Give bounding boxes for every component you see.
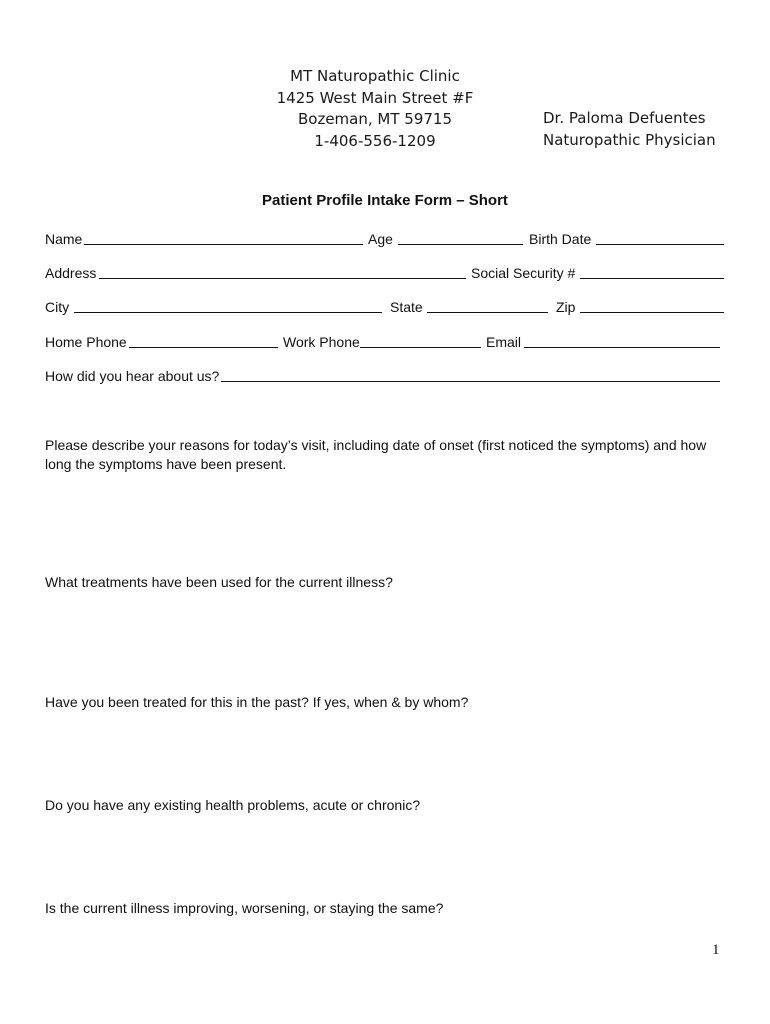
referral-label: How did you hear about us? [45,368,220,384]
birth-date-label: Birth Date [529,231,592,247]
doctor-block [543,108,716,151]
zip-field[interactable] [580,312,724,313]
row-city-state-zip [45,298,725,316]
ssn-field[interactable] [580,278,724,279]
question-progress: Is the current illness improving, worsening, or staying the same? [45,900,444,916]
age-field[interactable] [398,244,523,245]
doctor-name: Dr. Paloma Defuentes [543,109,706,127]
work-phone-label: Work Phone [283,334,360,350]
email-label: Email [486,334,522,350]
state-field[interactable] [427,312,548,313]
city-field[interactable] [74,312,382,313]
question-treatments: What treatments have been used for the current illness? [45,574,393,590]
row-phones-email [45,333,725,351]
zip-label: Zip [556,299,576,315]
state-label: State [390,299,423,315]
row-address-ssn [45,264,725,282]
address-field[interactable] [99,278,466,279]
home-phone-field[interactable] [129,347,278,348]
page-number: 1 [712,942,720,958]
work-phone-field[interactable] [360,347,481,348]
row-name-age-birthdate [45,230,725,248]
referral-field[interactable] [221,381,720,382]
email-field[interactable] [524,347,720,348]
question-health-problems: Do you have any existing health problems, acute or chronic? [45,797,421,813]
home-phone-label: Home Phone [45,334,127,350]
birth-date-field[interactable] [596,244,724,245]
age-label: Age [368,231,393,247]
doctor-title: Naturopathic Physician [543,130,716,149]
clinic-street: 1425 West Main Street #F [276,88,474,107]
clinic-phone: 1-406-556-1209 [314,131,436,150]
question-reasons: Please describe your reasons for today’s visit, including date of onset (first noticed the symptoms) and how long the symptoms have been present. [45,437,707,472]
clinic-name: MT Naturopathic Clinic [290,67,460,85]
city-label: City [45,299,70,315]
clinic-city-state-zip: Bozeman, MT 59715 [297,110,452,129]
address-label: Address [45,265,97,281]
clinic-address-block [230,66,520,152]
row-referral [45,367,725,385]
question-past-treatment: Have you been treated for this in the past? If yes, when & by whom? [45,694,469,710]
form-title: Patient Profile Intake Form – Short [262,192,508,209]
name-label: Name [45,231,83,247]
ssn-label: Social Security # [471,265,576,281]
name-field[interactable] [84,244,363,245]
